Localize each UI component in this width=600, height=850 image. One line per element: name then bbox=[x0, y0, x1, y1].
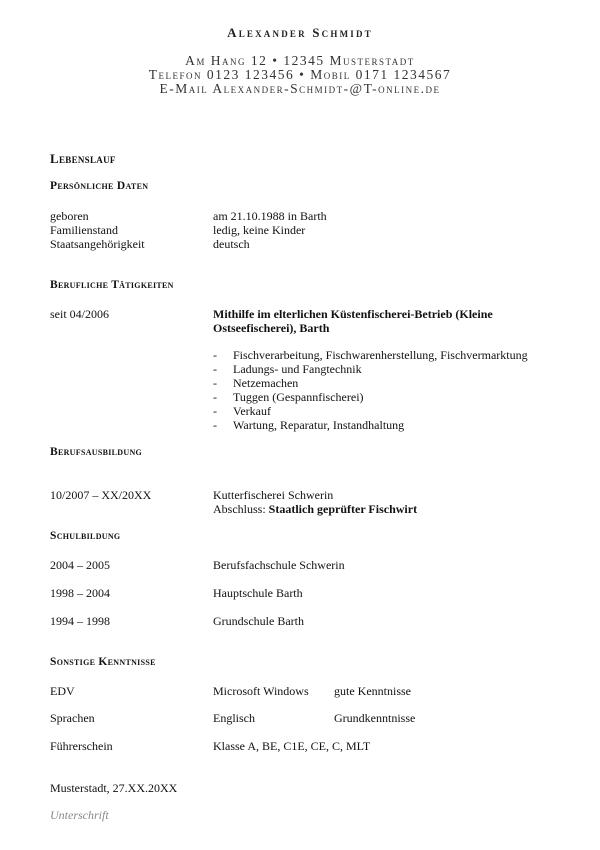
personal-value: ledig, keine Kinder bbox=[213, 223, 306, 237]
training-place: Kutterfischerei Schwerin bbox=[213, 488, 334, 502]
work-task-item: - Ladungs- und Fangtechnik bbox=[213, 362, 528, 376]
school-date: 1998 – 2004 bbox=[50, 586, 110, 600]
work-title-continued: Ostseefischerei), Barth bbox=[213, 321, 330, 335]
work-task-item: - Verkauf bbox=[213, 404, 528, 418]
training-degree-line bbox=[213, 502, 417, 517]
skill-label: Führerschein bbox=[50, 739, 113, 753]
work-task-item: - Wartung, Reparatur, Instandhaltung bbox=[213, 418, 528, 432]
skill-level: Grundkenntnisse bbox=[334, 711, 416, 725]
skill-value: Klasse A, BE, C1E, CE, C, MLT bbox=[213, 739, 371, 753]
work-date: seit 04/2006 bbox=[50, 307, 109, 321]
address-line: Am Hang 12 • 12345 Musterstadt bbox=[185, 53, 415, 68]
section-heading-training: Berufsausbildung bbox=[50, 446, 143, 458]
work-title: Mithilfe im elterlichen Küstenfischerei-Betrieb (Kleine bbox=[213, 307, 493, 321]
place-date: Musterstadt, 27.XX.20XX bbox=[50, 781, 178, 795]
training-date: 10/2007 – XX/20XX bbox=[50, 488, 152, 502]
section-heading-skills: Sonstige Kenntnisse bbox=[50, 656, 156, 668]
work-task-item: - Tuggen (Gespannfischerei) bbox=[213, 390, 528, 404]
training-degree: Staatlich geprüfter Fischwirt bbox=[268, 502, 418, 516]
school-date: 2004 – 2005 bbox=[50, 558, 110, 572]
school-name: Berufsfachschule Schwerin bbox=[213, 558, 345, 572]
section-heading-school: Schulbildung bbox=[50, 530, 121, 542]
skill-value: Englisch bbox=[213, 711, 255, 725]
school-name: Grundschule Barth bbox=[213, 614, 304, 628]
signature-label: Unterschrift bbox=[50, 808, 109, 822]
personal-value: deutsch bbox=[213, 237, 250, 251]
personal-label: Staatsangehörigkeit bbox=[50, 237, 145, 251]
personal-label: geboren bbox=[50, 209, 89, 223]
cv-title: Lebenslauf bbox=[50, 151, 116, 166]
section-heading-work: Berufliche Tätigkeiten bbox=[50, 279, 174, 291]
school-name: Hauptschule Barth bbox=[213, 586, 303, 600]
training-degree-label: Abschluss: bbox=[213, 502, 269, 516]
skill-label: EDV bbox=[50, 684, 75, 698]
section-heading-personal: Persönliche Daten bbox=[50, 180, 149, 192]
personal-value: am 21.10.1988 in Barth bbox=[213, 209, 327, 223]
phone-line: Telefon 0123 123456 • Mobil 0171 1234567 bbox=[148, 67, 452, 82]
work-task-item: - Netzemachen bbox=[213, 376, 528, 390]
personal-label: Familienstand bbox=[50, 223, 118, 237]
school-date: 1994 – 1998 bbox=[50, 614, 110, 628]
email-line: E-Mail Alexander-Schmidt-@T-online.de bbox=[159, 81, 441, 96]
skill-value: Microsoft Windows bbox=[213, 684, 309, 698]
skill-label: Sprachen bbox=[50, 711, 95, 725]
work-task-item: - Fischverarbeitung, Fischwarenherstellung, Fischvermarktung bbox=[213, 348, 528, 362]
applicant-name: Alexander Schmidt bbox=[227, 25, 373, 40]
skill-level: gute Kenntnisse bbox=[334, 684, 411, 698]
work-task-list bbox=[213, 348, 528, 432]
